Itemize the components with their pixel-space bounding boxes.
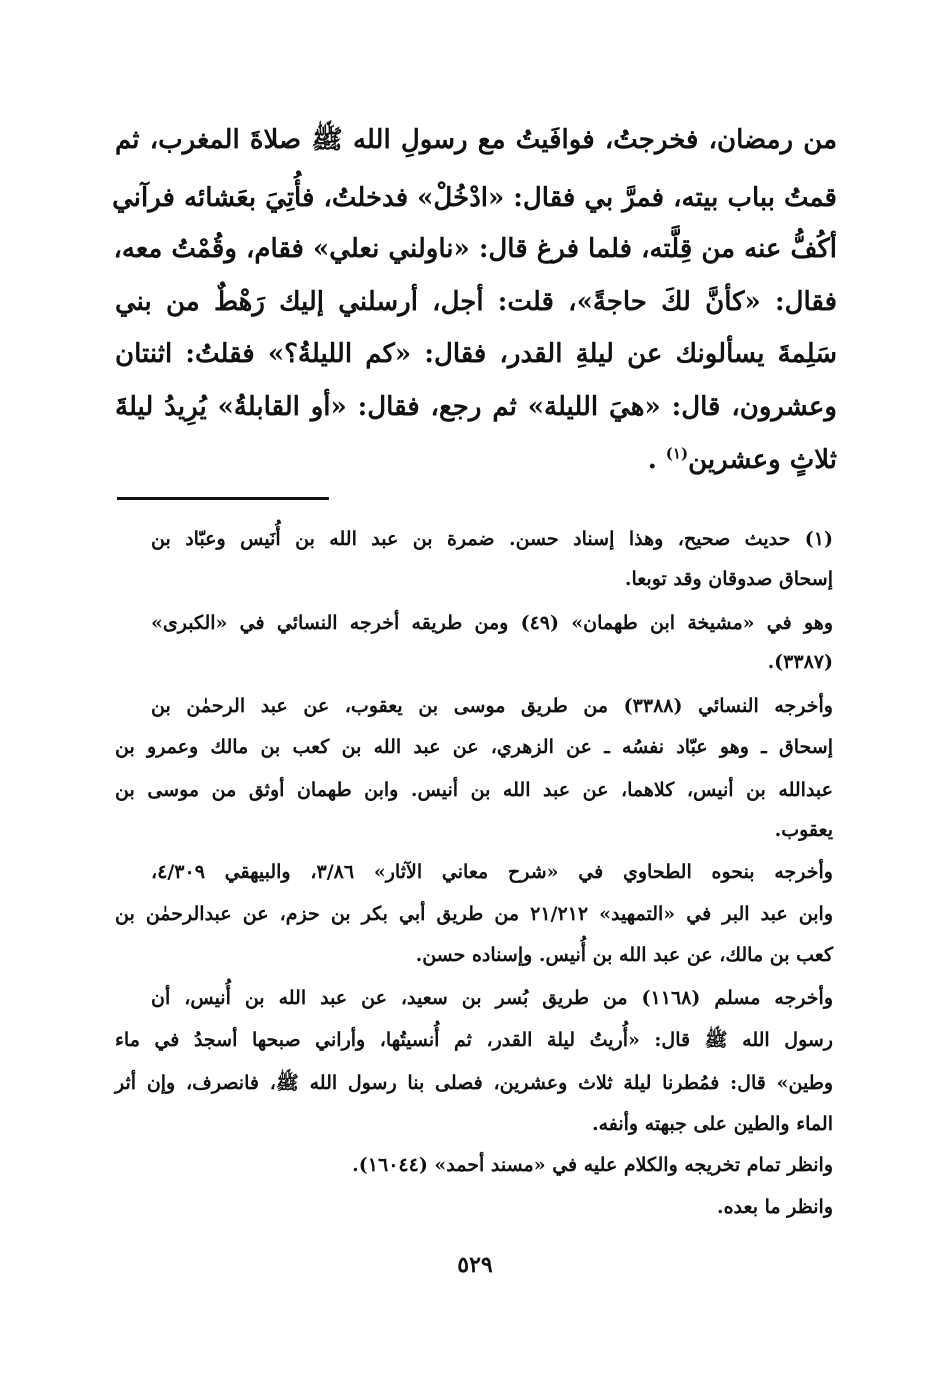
main-text-line: أكُفُّ عنه من قِلَّته، فلما فرغ قال: «ناولني نعلي» فقام، وقُمْتُ معه، (113, 234, 837, 264)
footnote-line: (١) حديث صحيح، وهذا إسناد حسن. ضمرة بن عبد الله بن أُنَيس وعبّاد بن (151, 528, 833, 550)
page-number: ٥٢٩ (457, 1252, 493, 1278)
footnote-line: وأخرجه بنحوه الطحاوي في «شرح معاني الآثار» ٣/٨٦، والبيهقي ٤/٣٠٩، (151, 861, 833, 883)
footnote-line: وأخرجه النسائي (٣٣٨٨) من طريق موسى بن يعقوب، عن عبد الرحمٰن بن (151, 695, 833, 717)
main-text-line: من رمضان، فخرجتُ، فوافَيتُ مع رسولِ الله ﷺ صلاةَ المغرب، ثم (115, 125, 837, 155)
main-text-last-line (115, 440, 837, 480)
main-text-line: ثلاثٍ وعشرين (688, 445, 837, 475)
footnote-line: رسول الله ﷺ قال: «أُريتُ ليلة القدر، ثم أُنسيتُها، وأراني صبحها أسجدُ في ماء (115, 1029, 833, 1051)
footnote-line: كعب بن مالك، عن عبد الله بن أُنيس. وإسناده حسن. (415, 944, 833, 966)
footnote-line: عبدالله بن أنيس، كلاهما، عن عبد الله بن أنيس. وابن طهمان أوثق من موسى بن (115, 779, 833, 801)
footnote-line: إسحاق صدوقان وقد توبعا. (624, 568, 833, 590)
main-text-line: سَلِمةَ يسألونك عن ليلةِ القدر، فقال: «كم الليلةُ؟» فقلتُ: اثنتان (115, 339, 837, 369)
footnote-line: وانظر ما بعده. (716, 1196, 833, 1218)
footnote-line: يعقوب. (774, 819, 833, 841)
footnote-line: الماء والطين على جبهته وأنفه. (591, 1113, 833, 1135)
main-text-line: فقال: «كأنَّ لكَ حاجةً»، قلت: أجل، أرسلني إليك رَهْطٌ من بني (115, 287, 837, 317)
footnote-line: وهو في «مشيخة ابن طهمان» (٤٩) ومن طريقه أخرجه النسائي في «الكبرى» (151, 612, 833, 634)
footnote-line: وانظر تمام تخريجه والكلام عليه في «مسند أحمد» (١٦٠٤٤). (352, 1154, 833, 1176)
footnote-line: وطين» قال: فمُطرنا ليلة ثلاث وعشرين، فصلى بنا رسول الله ﷺ، فانصرف، وإن أثر (115, 1072, 833, 1094)
main-text-line: قمتُ بباب بيته، فمرَّ بي فقال: «ادْخُلْ» فدخلتُ، فأُتِيَ بعَشائه فرآني (112, 183, 837, 213)
footnote-line: إسحاق ـ وهو عبّاد نفسُه ـ عن الزهري، عن عبد الله بن كعب بن مالك وعمرو بن (115, 736, 833, 758)
footnote-line: (٣٣٨٧). (767, 651, 833, 673)
footnote-line: وأخرجه مسلم (١١٦٨) من طريق بُسر بن سعيد، عن عبد الله بن أُنيس، أن (151, 987, 833, 1009)
footnote-line: وابن عبد البر في «التمهيد» ٢١/٢١٢ من طريق أبي بكر بن حزم، عن عبدالرحمٰن بن (115, 903, 833, 925)
footnote-reference: (١) (665, 444, 689, 463)
main-text-line: وعشرون، قال: «هيَ الليلة» ثم رجع، فقال: «أو القابلةُ» يُرِيدُ ليلةَ (115, 392, 837, 422)
final-period: . (647, 445, 666, 475)
footnote-separator (117, 497, 329, 500)
